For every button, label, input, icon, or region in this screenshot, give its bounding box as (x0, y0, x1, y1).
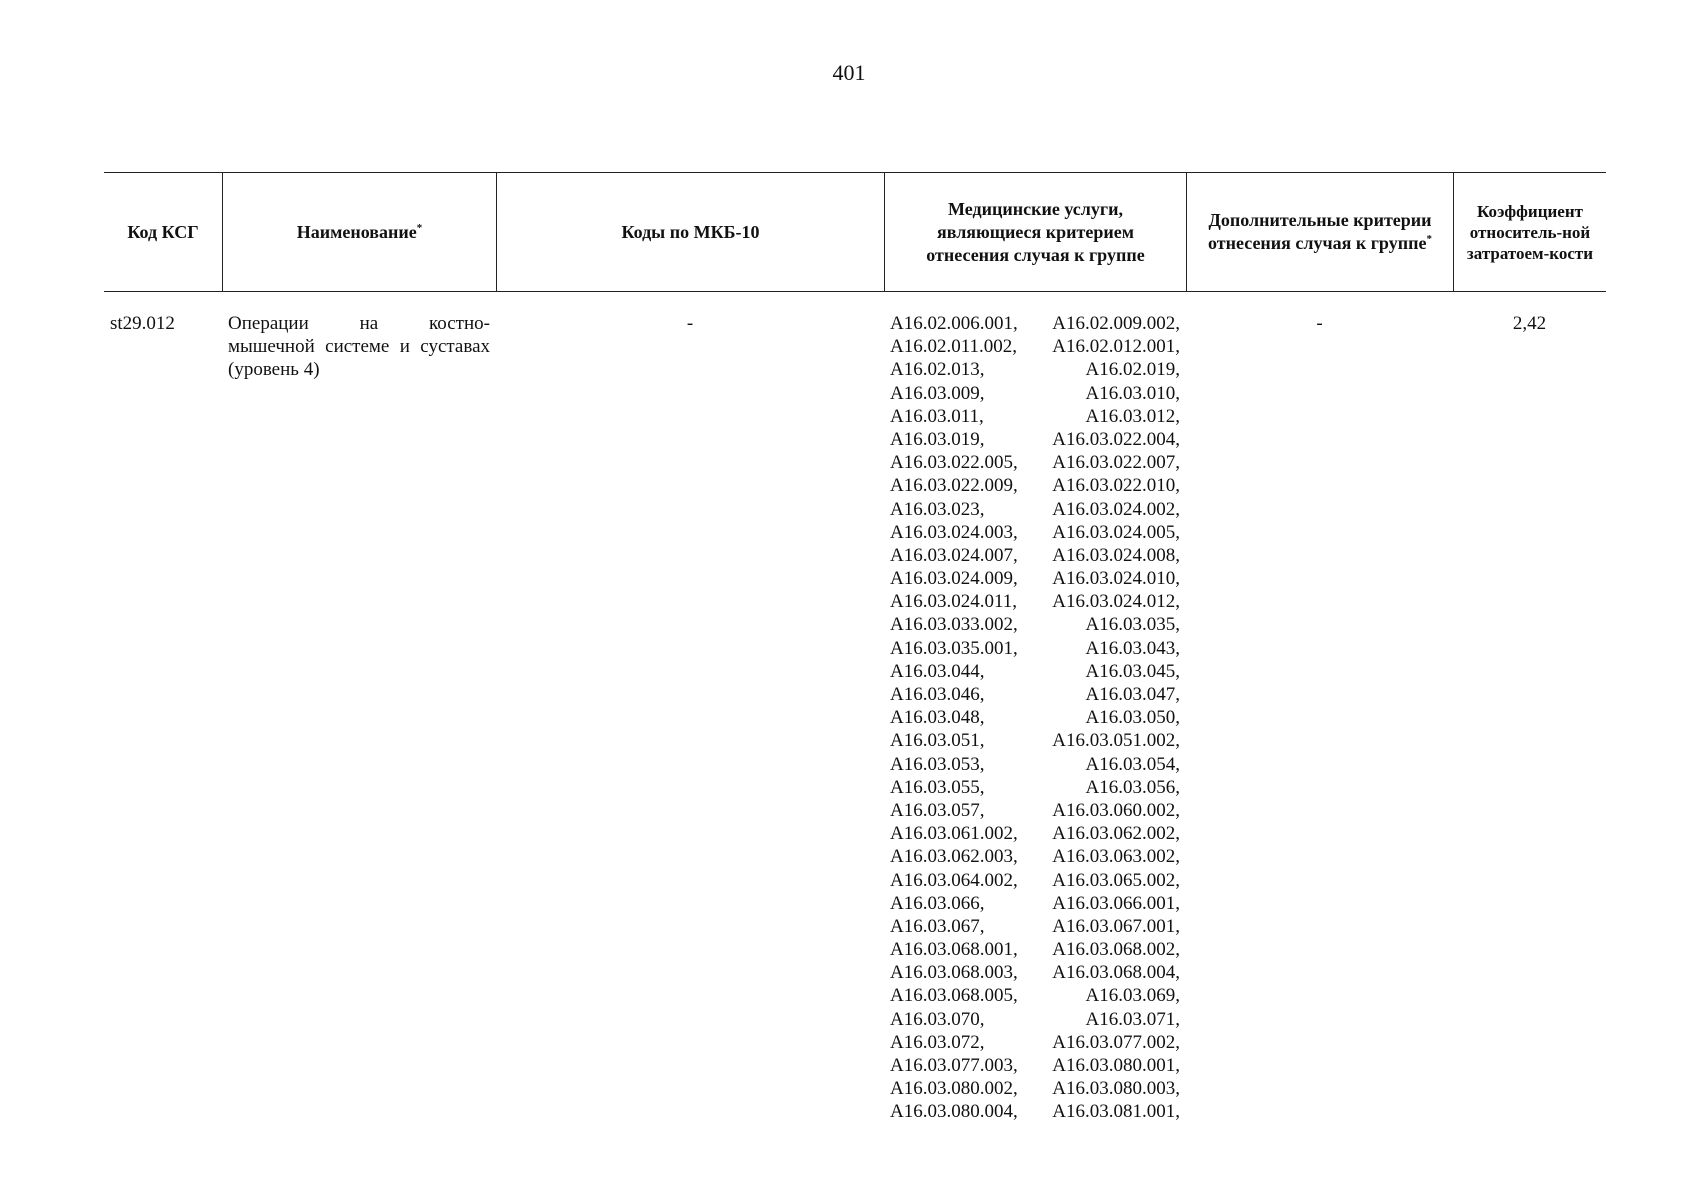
service-code-row (890, 1031, 1180, 1054)
service-code: A16.03.051.002, (1052, 730, 1180, 752)
service-code: A16.03.065.002, (1052, 869, 1180, 891)
service-code-row (890, 706, 1180, 729)
name-first-line (228, 312, 490, 335)
service-code-row (890, 405, 1180, 428)
service-code: A16.03.045, (1085, 660, 1180, 682)
service-code-row (890, 521, 1180, 544)
service-code-row (890, 776, 1180, 799)
service-code: A16.03.054, (1085, 753, 1180, 775)
header-name-label: Наименование (296, 221, 417, 242)
cell-code: st29.012 (110, 313, 175, 334)
service-code: A16.03.070, (890, 1008, 985, 1030)
service-code: A16.03.009, (890, 382, 985, 404)
service-code-row (890, 660, 1180, 683)
service-code: A16.03.019, (890, 428, 985, 450)
service-code: A16.03.022.010, (1052, 475, 1180, 497)
service-code: A16.03.035.001, (890, 637, 1018, 659)
service-code: A16.03.024.007, (890, 544, 1018, 566)
service-code-row (890, 428, 1180, 451)
service-code-row (890, 822, 1180, 845)
service-code: A16.03.080.001, (1052, 1055, 1180, 1076)
service-code: A16.03.024.009, (890, 568, 1018, 590)
service-code-row (890, 474, 1180, 497)
page-number: 401 (832, 60, 866, 85)
service-code: A16.03.010, (1085, 382, 1180, 404)
service-code-row (890, 915, 1180, 938)
service-code-row (890, 1077, 1180, 1100)
cell-coef: 2,42 (1512, 313, 1547, 334)
service-code-row (890, 498, 1180, 521)
service-code: A16.02.009.002, (1052, 313, 1180, 334)
service-code-row (890, 892, 1180, 915)
service-code: A16.03.068.001, (890, 939, 1018, 961)
service-code-row (890, 1100, 1180, 1123)
service-code-row (890, 683, 1180, 706)
service-code: A16.03.022.009, (890, 475, 1018, 497)
service-code: A16.03.080.003, (1052, 1078, 1180, 1100)
service-code-row (890, 335, 1180, 358)
footnote-mark: * (1426, 233, 1432, 245)
cell-name (222, 312, 496, 1124)
service-code-row (890, 567, 1180, 590)
service-code: A16.03.022.007, (1052, 452, 1180, 474)
service-code-row (890, 590, 1180, 613)
table-header (104, 173, 1606, 292)
header-coef-label: Коэффициент относитель-ной затратоем-кости (1466, 201, 1594, 263)
service-code: A16.03.023, (890, 498, 985, 520)
service-code: A16.03.071, (1085, 1008, 1180, 1030)
service-code-row (890, 358, 1180, 381)
service-code-row (890, 845, 1180, 868)
service-code: A16.03.064.002, (890, 869, 1018, 891)
cell-mkb: - (686, 313, 694, 334)
service-code: A16.03.048, (890, 707, 985, 729)
service-code: A16.03.081.001, (1052, 1101, 1180, 1123)
name-word: костно- (429, 313, 490, 334)
service-code: A16.03.056, (1085, 776, 1180, 798)
service-code: A16.03.024.002, (1052, 498, 1180, 520)
service-code-row (890, 613, 1180, 636)
header-coef (1453, 173, 1606, 291)
service-code-row (890, 984, 1180, 1007)
header-extra (1186, 173, 1453, 291)
service-code: A16.03.024.012, (1052, 591, 1180, 613)
cell-extra: - (1316, 313, 1323, 334)
service-code-row (890, 938, 1180, 961)
service-code: A16.03.062.003, (890, 846, 1018, 868)
service-code-row (890, 382, 1180, 405)
service-code: A16.03.024.011, (890, 591, 1018, 613)
service-code: A16.03.068.004, (1052, 962, 1180, 984)
service-code: A16.03.024.003, (890, 521, 1018, 543)
cell-services (884, 312, 1186, 1124)
service-code: A16.03.062.002, (1052, 823, 1180, 845)
service-code: A16.03.068.005, (890, 985, 1018, 1007)
service-code: A16.03.068.002, (1052, 939, 1180, 961)
service-code: A16.03.044, (890, 660, 985, 682)
service-code: A16.03.035, (1085, 614, 1180, 636)
service-code: A16.03.022.004, (1052, 428, 1180, 450)
service-code: A16.03.051, (890, 730, 985, 752)
service-code: A16.03.024.005, (1052, 521, 1180, 543)
service-code: A16.02.006.001, (890, 313, 1018, 334)
header-extra-label: Дополнительные критерии отнесения случая к группе (1208, 210, 1432, 253)
service-code: A16.03.043, (1085, 637, 1180, 659)
table-row (104, 292, 1606, 1124)
service-code-row (890, 637, 1180, 660)
service-code: A16.03.066, (890, 892, 985, 914)
header-services-label: Медицинские услуги, являющиеся критерием отнесения случая к группе (926, 198, 1145, 265)
service-code: A16.03.050, (1085, 707, 1180, 729)
service-code-row (890, 729, 1180, 752)
footnote-mark: * (416, 221, 423, 234)
header-mkb-label: Коды по МКБ-10 (621, 221, 760, 242)
header-name (222, 173, 496, 291)
service-code-row (890, 961, 1180, 984)
service-code-row (890, 1054, 1180, 1077)
service-code: A16.03.080.002, (890, 1078, 1018, 1100)
service-code-row (890, 544, 1180, 567)
header-code-label: Код КСГ (127, 221, 199, 242)
service-code: A16.03.055, (890, 776, 985, 798)
service-code: A16.03.077.002, (1052, 1031, 1180, 1053)
service-code: A16.03.060.002, (1052, 799, 1180, 821)
service-code: A16.03.022.005, (890, 452, 1018, 474)
service-code: A16.03.057, (890, 799, 985, 821)
ksg-table (104, 172, 1606, 1124)
service-code: A16.03.033.002, (890, 614, 1018, 636)
service-code: A16.03.068.003, (890, 962, 1018, 984)
service-code: A16.03.067.001, (1052, 915, 1180, 937)
service-code: A16.03.072, (890, 1031, 985, 1053)
service-code: A16.03.024.010, (1052, 568, 1180, 590)
service-code: A16.03.067, (890, 915, 985, 937)
service-code: A16.03.012, (1085, 405, 1180, 427)
service-code: A16.03.066.001, (1052, 892, 1180, 914)
service-code-row (890, 753, 1180, 776)
service-code: A16.02.011.002, (890, 336, 1018, 358)
service-code: A16.03.080.004, (890, 1101, 1018, 1123)
service-code-row (890, 799, 1180, 822)
header-services (884, 173, 1186, 291)
service-code-row (890, 312, 1180, 335)
service-code: A16.03.053, (890, 753, 985, 775)
service-code-row (890, 1008, 1180, 1031)
service-code: A16.03.069, (1085, 985, 1180, 1007)
service-code: A16.03.047, (1085, 684, 1180, 705)
service-code-row (890, 869, 1180, 892)
service-code: A16.03.061.002, (890, 823, 1018, 845)
service-code: A16.02.019, (1085, 359, 1180, 381)
header-code (104, 173, 222, 291)
service-code: A16.03.011, (890, 405, 984, 427)
header-mkb (496, 173, 884, 291)
service-code: A16.03.063.002, (1052, 846, 1180, 868)
service-code-row (890, 451, 1180, 474)
service-code: A16.02.012.001, (1052, 336, 1180, 358)
name-rest: мышечной системе и суставах (уровень 4) (228, 336, 490, 381)
service-code: A16.03.024.008, (1052, 544, 1180, 566)
service-code: A16.02.013, (890, 359, 985, 381)
service-code: A16.03.046, (890, 684, 985, 705)
service-code: A16.03.077.003, (890, 1055, 1018, 1076)
name-word: на (359, 313, 379, 334)
name-word: Операции (228, 313, 309, 334)
